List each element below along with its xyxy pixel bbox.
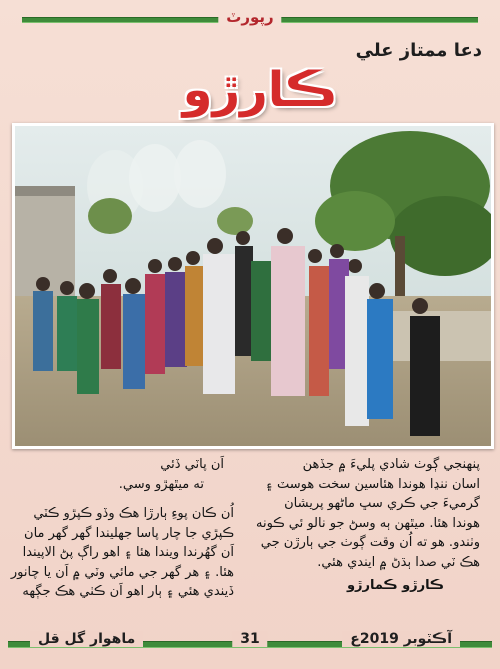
article-headline: ڪارڙو xyxy=(182,62,338,118)
article-line: اَن گهُرندا ويندا هئا ۽ اهو راڳ پڻ الاپيندا xyxy=(22,545,234,560)
article-line: گرميءَ جي ڪري سڀ ماڻهو پريشان xyxy=(284,496,480,511)
article-line: ڏيندي هئي ۽ ٻار اهو اَن ڪٺي هڪ جڳهه xyxy=(22,584,234,599)
page-footer xyxy=(0,629,500,657)
chant-line: ته ميٿهڙو وسي. xyxy=(118,476,204,492)
magazine-name: ماهوار گل قل xyxy=(30,631,143,647)
article-line: وٺندو. هو ته اُن وقت ڳوٺ جي ٻارڙن جي xyxy=(260,535,480,550)
page-number: 31 xyxy=(232,631,267,647)
section-label: رپورٽ xyxy=(218,8,281,26)
chant-line: اَن پاٽي ڏئي xyxy=(160,457,224,472)
article-line: اسان ننڍا هوندا هئاسين سخت هوسٽ ۽ xyxy=(265,476,480,492)
author-name: دعا ممتاز علي xyxy=(355,40,482,61)
article-chant: ڪارڙو ڪمارڙو xyxy=(346,578,444,593)
group-photo-illustration xyxy=(15,126,491,446)
article-line: ڪپڙي جا چار پاسا جهليندا گهر گهر مان xyxy=(24,525,234,541)
article-line: هوندا هئا. ميٿهن ٻه وسڻ جو نالو ئي ڪونه xyxy=(256,515,480,531)
top-rule xyxy=(22,8,478,26)
issue-date: آڪٽوبر 2019ع xyxy=(342,631,460,647)
article-line: هئا. ۽ هر گهر جي مائي وٽي ۾ اَن يا چانور xyxy=(10,564,234,580)
article-column-right xyxy=(256,455,480,596)
article-line: اُن ڪان پوءِ ٻارڙا هڪ وڏو ڪپڙو ڪٽي xyxy=(33,506,234,521)
article-line: هڪ ٽي صدا ٻڌڻ ۾ ايندي هئي. xyxy=(317,554,480,570)
group-photo xyxy=(12,123,494,449)
spacer xyxy=(16,494,234,504)
article-column-left xyxy=(10,455,234,602)
article-line: پنهنجي ڳوٺ شادي پليءَ ۾ جڏهن xyxy=(302,457,480,472)
